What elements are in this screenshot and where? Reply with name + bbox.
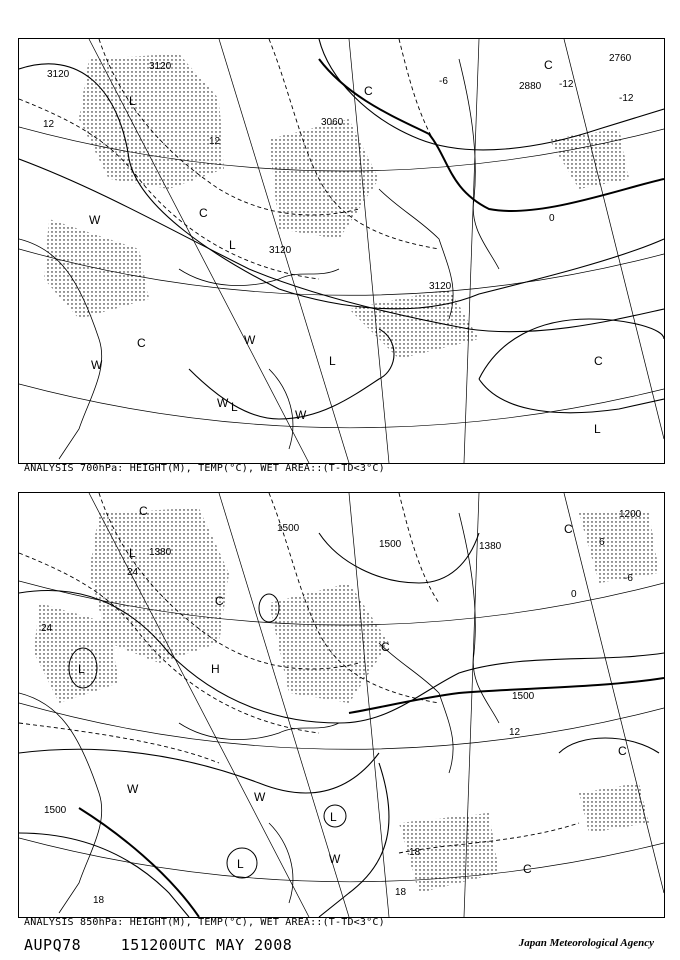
- height-label: 1500: [512, 691, 535, 702]
- temp-label: 24: [127, 567, 139, 578]
- temp-label: -6: [439, 76, 448, 87]
- temp-label: -12: [619, 93, 634, 104]
- low-marker: L: [78, 662, 85, 676]
- chart-id: AUPQ78: [24, 936, 82, 954]
- warm-marker: W: [329, 852, 341, 866]
- temp-label: 0: [571, 589, 577, 600]
- height-label: 2760: [609, 53, 632, 64]
- caption-700hpa: ANALYSIS 700hPa: HEIGHT(M), TEMP(°C), WET AREA::(T-TD<3°C): [24, 463, 385, 474]
- map-850hpa: [18, 492, 665, 918]
- height-label: 3120: [47, 69, 70, 80]
- caption-850hpa: ANALYSIS 850hPa: HEIGHT(M), TEMP(°C), WET AREA::(T-TD<3°C): [24, 917, 385, 928]
- temp-label: 6: [599, 537, 605, 548]
- height-label: 3120: [269, 245, 292, 256]
- map-700hpa-drawing: [19, 39, 664, 463]
- temp-label: 18: [93, 895, 105, 906]
- heavy-contour: [79, 678, 664, 917]
- height-label: 3120: [429, 281, 452, 292]
- warm-marker: W: [89, 213, 101, 227]
- height-label: 1380: [479, 541, 502, 552]
- cold-marker: C: [618, 744, 627, 758]
- temp-label: -12: [559, 79, 574, 90]
- height-label: 3060: [321, 117, 344, 128]
- warm-marker: W: [91, 358, 103, 372]
- height-label: 1500: [44, 805, 67, 816]
- height-label: 1380: [149, 547, 172, 558]
- low-marker: L: [129, 94, 136, 108]
- temp-label: 12: [509, 727, 521, 738]
- cold-marker: C: [215, 594, 224, 608]
- low-marker: L: [329, 354, 336, 368]
- height-label: 1500: [379, 539, 402, 550]
- cold-marker: C: [139, 504, 148, 518]
- warm-marker: W: [127, 782, 139, 796]
- warm-marker: W: [295, 408, 307, 422]
- cold-marker: C: [137, 336, 146, 350]
- cold-marker: C: [364, 84, 373, 98]
- cold-marker: C: [381, 640, 390, 654]
- low-marker: L: [229, 238, 236, 252]
- low-marker: L: [330, 810, 337, 824]
- cold-marker: C: [523, 862, 532, 876]
- warm-marker: W: [254, 790, 266, 804]
- low-marker: L: [231, 400, 238, 414]
- height-label: 3120: [149, 61, 172, 72]
- low-marker: L: [129, 546, 136, 560]
- temp-label: -6: [624, 573, 633, 584]
- temp-label: 24: [41, 623, 53, 634]
- temp-label: 18: [409, 847, 421, 858]
- map-850hpa-drawing: [19, 493, 664, 917]
- height-label: 1200: [619, 509, 642, 520]
- valid-time: 151200UTC MAY 2008: [120, 936, 293, 954]
- cold-marker: C: [544, 58, 553, 72]
- low-marker: L: [594, 422, 601, 436]
- height-label: 2880: [519, 81, 542, 92]
- wet-areas: [34, 508, 659, 893]
- temp-label: 12: [209, 136, 221, 147]
- warm-marker: W: [217, 396, 229, 410]
- high-marker: H: [211, 662, 220, 676]
- map-700hpa: [18, 38, 665, 464]
- product-line: [24, 936, 292, 954]
- temp-label: 12: [43, 119, 55, 130]
- cold-marker: C: [594, 354, 603, 368]
- height-label: 1500: [277, 523, 300, 534]
- cold-marker: C: [564, 522, 573, 536]
- warm-marker: W: [244, 333, 256, 347]
- temp-label: 0: [549, 213, 555, 224]
- low-marker: L: [237, 857, 244, 871]
- agency-credit: Japan Meteorological Agency: [518, 937, 654, 949]
- cold-marker: C: [199, 206, 208, 220]
- temp-label: 18: [395, 887, 407, 898]
